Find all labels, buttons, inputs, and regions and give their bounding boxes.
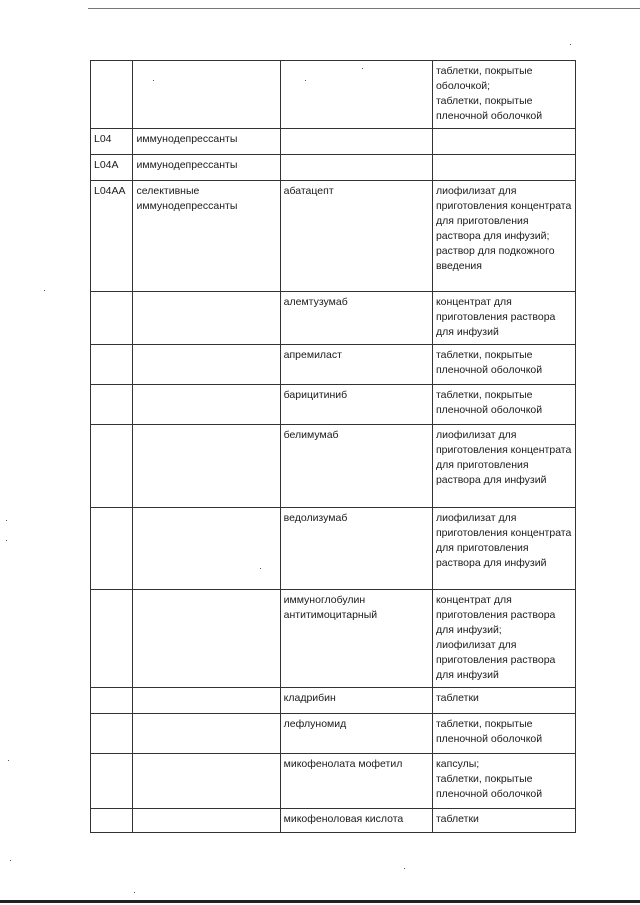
drug-name-cell	[280, 155, 432, 181]
atc-group-cell	[133, 688, 280, 714]
atc-code-cell: L04	[91, 129, 133, 155]
atc-code-cell: L04AA	[91, 181, 133, 292]
atc-group-cell	[133, 385, 280, 425]
atc-code-cell	[91, 590, 133, 688]
dosage-form-cell: таблетки, покрытые пленочной оболочкой	[432, 345, 575, 385]
atc-code-cell	[91, 754, 133, 809]
atc-code-cell	[91, 385, 133, 425]
dosage-form-cell: лиофилизат для приготовления концентрата для приготовления раствора для инфузий	[432, 508, 575, 590]
table-row	[91, 754, 576, 809]
dosage-form-cell	[432, 129, 575, 155]
atc-group-cell	[133, 508, 280, 590]
scan-speck	[362, 68, 363, 69]
atc-group-cell	[133, 590, 280, 688]
atc-code-cell	[91, 508, 133, 590]
scan-speck	[8, 760, 9, 761]
scan-speck	[260, 568, 261, 569]
drug-name-cell: лефлуномид	[280, 714, 432, 754]
drug-name-cell: алемтузумаб	[280, 292, 432, 345]
atc-group-cell: селективные иммунодепрессанты	[133, 181, 280, 292]
dosage-form-cell: таблетки, покрытые оболочкой; таблетки, покрытые пленочной оболочкой	[432, 61, 575, 129]
drug-name-cell: кладрибин	[280, 688, 432, 714]
table-row	[91, 385, 576, 425]
dosage-form-cell: таблетки	[432, 688, 575, 714]
drug-name-cell: апремиласт	[280, 345, 432, 385]
dosage-form-cell: таблетки, покрытые пленочной оболочкой	[432, 385, 575, 425]
table-row	[91, 155, 576, 181]
atc-group-cell	[133, 754, 280, 809]
table-row	[91, 425, 576, 508]
drug-name-cell: иммуноглобулин антитимоцитарный	[280, 590, 432, 688]
drug-name-cell: микофенолата мофетил	[280, 754, 432, 809]
table-row	[91, 181, 576, 292]
atc-code-cell	[91, 714, 133, 754]
drug-name-cell	[280, 61, 432, 129]
table-row	[91, 809, 576, 833]
atc-code-cell	[91, 425, 133, 508]
table-row	[91, 714, 576, 754]
dosage-form-cell: концентрат для приготовления раствора для инфузий; лиофилизат для приготовления раствора для инфузий	[432, 590, 575, 688]
atc-group-cell	[133, 61, 280, 129]
drug-name-cell: ведолизумаб	[280, 508, 432, 590]
table-row	[91, 688, 576, 714]
atc-group-cell	[133, 345, 280, 385]
dosage-form-cell: капсулы; таблетки, покрытые пленочной оболочкой	[432, 754, 575, 809]
table-row	[91, 590, 576, 688]
scan-speck	[6, 540, 7, 541]
drug-name-cell: абатацепт	[280, 181, 432, 292]
scan-edge-top	[88, 8, 640, 9]
atc-group-cell	[133, 425, 280, 508]
scan-edge-bottom	[0, 900, 640, 903]
table-row	[91, 61, 576, 129]
atc-code-cell: L04A	[91, 155, 133, 181]
scan-speck	[6, 520, 7, 521]
drug-name-cell: белимумаб	[280, 425, 432, 508]
table-row	[91, 345, 576, 385]
dosage-form-cell: таблетки, покрытые пленочной оболочкой	[432, 714, 575, 754]
atc-group-cell: иммунодепрессанты	[133, 155, 280, 181]
atc-code-cell	[91, 345, 133, 385]
scan-speck	[134, 892, 135, 893]
table-row	[91, 292, 576, 345]
scan-speck	[404, 868, 405, 869]
atc-group-cell	[133, 809, 280, 833]
scan-speck	[570, 44, 571, 45]
table-row	[91, 129, 576, 155]
dosage-form-cell: концентрат для приготовления раствора для инфузий	[432, 292, 575, 345]
table-row	[91, 508, 576, 590]
drug-name-cell: микофеноловая кислота	[280, 809, 432, 833]
dosage-form-cell	[432, 155, 575, 181]
scan-speck	[305, 80, 306, 81]
drug-name-cell: барицитиниб	[280, 385, 432, 425]
dosage-form-cell: лиофилизат для приготовления концентрата для приготовления раствора для инфузий	[432, 425, 575, 508]
atc-code-cell	[91, 688, 133, 714]
dosage-form-cell: лиофилизат для приготовления концентрата для приготовления раствора для инфузий; раствор для подкожного введения	[432, 181, 575, 292]
scan-speck	[153, 80, 154, 81]
atc-code-cell	[91, 292, 133, 345]
scan-speck	[10, 860, 11, 861]
atc-code-cell	[91, 61, 133, 129]
atc-code-cell	[91, 809, 133, 833]
dosage-form-cell: таблетки	[432, 809, 575, 833]
atc-group-cell	[133, 714, 280, 754]
atc-group-cell	[133, 292, 280, 345]
drug-list-table	[90, 60, 576, 833]
drug-name-cell	[280, 129, 432, 155]
scan-speck	[44, 290, 45, 291]
atc-group-cell: иммунодепрессанты	[133, 129, 280, 155]
